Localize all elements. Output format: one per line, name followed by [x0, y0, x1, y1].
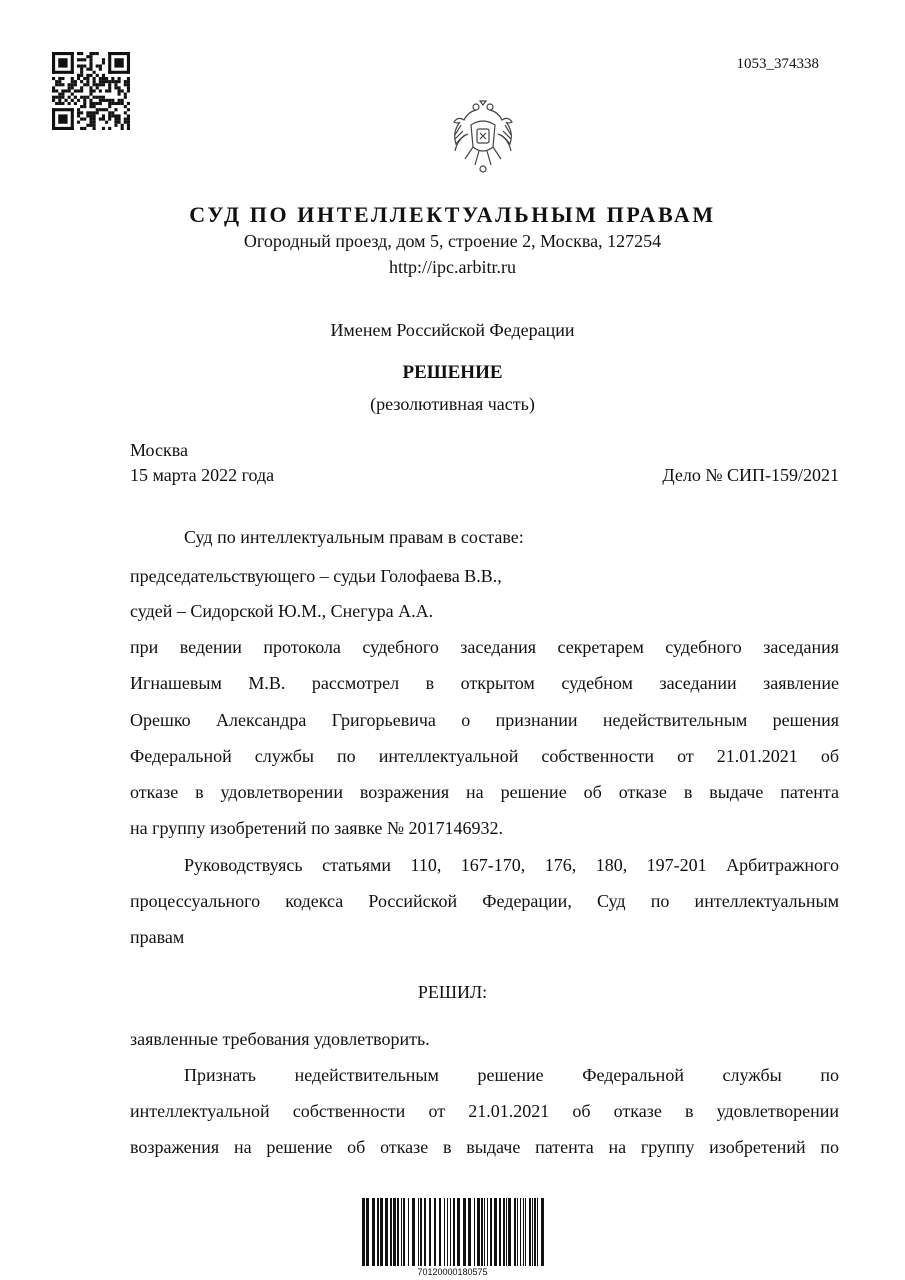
- case-number: Дело № СИП-159/2021: [662, 465, 839, 485]
- court-website: http://ipc.arbitr.ru: [389, 257, 516, 277]
- decision-line: заявленные требования удовлетворить.: [130, 1029, 430, 1049]
- body-line: Федеральной службы по интеллектуальной собственности от 21.01.2021 об: [130, 746, 839, 766]
- body-line: Орешко Александра Григорьевича о признании недействительным решения: [130, 710, 839, 730]
- body-line: на группу изобретений по заявке № 2017146932.: [130, 818, 504, 838]
- decision-line: возражения на решение об отказе в выдаче патента на группу изобретений по: [130, 1137, 839, 1157]
- body-line: отказе в удовлетворении возражения на решение об отказе в выдаче патента: [130, 782, 839, 802]
- federation-heading: Именем Российской Федерации: [330, 320, 575, 340]
- city: Москва: [130, 440, 188, 460]
- decided-heading: РЕШИЛ:: [417, 982, 488, 1002]
- qr-code: [52, 52, 130, 130]
- coat-of-arms-emblem: [443, 95, 523, 177]
- decision-line: Признать недействительным решение Федеральной службы по: [184, 1065, 839, 1085]
- barcode-number: 70120000180575: [417, 1267, 488, 1277]
- decision-date: 15 марта 2022 года: [130, 465, 275, 485]
- body-line: Руководствуясь статьями 110, 167-170, 176, 180, 197-201 Арбитражного: [184, 855, 839, 875]
- body-line: при ведении протокола судебного заседания секретарем судебного заседания: [130, 637, 839, 657]
- document-type: РЕШЕНИЕ: [402, 362, 503, 383]
- court-address: Огородный проезд, дом 5, строение 2, Москва, 127254: [243, 231, 662, 251]
- court-name: СУД ПО ИНТЕЛЛЕКТУАЛЬНЫМ ПРАВАМ: [189, 202, 716, 227]
- body-line: председательствующего – судьи Голофаева В.В.,: [130, 566, 502, 586]
- decision-line: интеллектуальной собственности от 21.01.2021 об отказе в удовлетворении: [130, 1101, 839, 1121]
- body-line: правам: [130, 927, 185, 947]
- body-line: Суд по интеллектуальным правам в составе:: [184, 527, 524, 547]
- body-line: судей – Сидорской Ю.М., Снегура А.А.: [130, 601, 434, 621]
- barcode: [360, 1198, 545, 1268]
- document-part: (резолютивная часть): [370, 394, 535, 414]
- body-line: Игнашевым М.В. рассмотрел в открытом судебном заседании заявление: [130, 673, 839, 693]
- body-line: процессуального кодекса Российской Федерации, Суд по интеллектуальным: [130, 891, 839, 911]
- document-id: 1053_374338: [736, 56, 819, 72]
